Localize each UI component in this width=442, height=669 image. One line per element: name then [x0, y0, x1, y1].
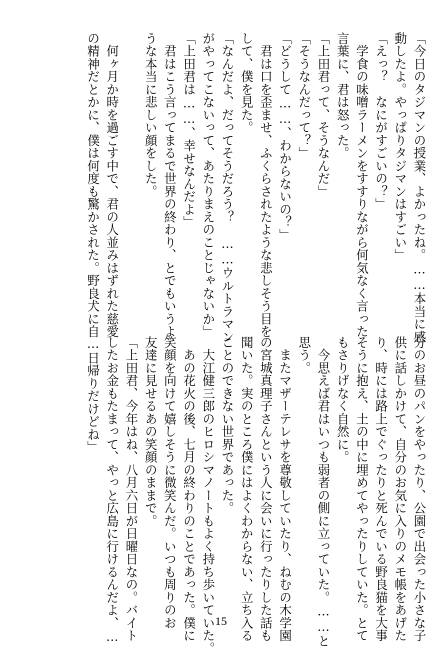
text-block-bottom [83, 336, 429, 655]
text-column: 何ヶ月か時を過ごす中で、君の人並みはずれた慈愛 [104, 32, 120, 338]
text-column: 聞いた。実のところ僕にはよくわからない、立ち入る [239, 336, 255, 642]
text-column: 今思えば君はいつも弱者の側に立っていた。……と [315, 336, 331, 648]
text-column: の宮城真理子さんという人に会いに行ったりした話も [258, 336, 274, 642]
text-column: 思う。 [296, 336, 312, 375]
text-column: 「なんだよ、だってそうだろう？ ……ウルトラマン [219, 32, 235, 344]
text-column: 言葉に、君は怒った。 [335, 32, 351, 160]
text-column: 君はこう言ってまるで世界の終わり、とでもいうよ [162, 32, 178, 338]
text-column: またマザーテレサを尊敬していたり、ねむの木学園 [277, 336, 293, 642]
page-number: 15 [215, 614, 227, 628]
text-column: もさりげなく自然に。 [335, 336, 351, 464]
text-column: 学食の味噌ラーメンをすすりながら何気なく言った [354, 32, 370, 338]
text-column: 「上田君は……、幸せなんだよ」 [181, 32, 197, 229]
text-block-top [83, 32, 429, 344]
text-column: 友達に見せるあの笑顔のままで。 [143, 336, 159, 528]
text-column: 「そうなんだって？」 [296, 32, 312, 160]
text-column: うな本当に悲しい顔をした。 [143, 32, 159, 198]
text-column: 「どうして……、わからないの？」 [277, 32, 293, 242]
text-column: したお金もたまって、やっと広島に行けるんだよ、… [104, 336, 120, 645]
text-column: 供に話しかけて、自分のお気に入りのメモ帳をあげた [392, 336, 408, 642]
text-column: 「今日のタジマンの授業、よかったね。……本当に感 [412, 32, 427, 344]
text-column: 「上田君、今年はね、八月六日が日曜日なの。バイト [123, 336, 139, 642]
text-column: 「えっ？ なにがすごいの？」 [373, 32, 389, 211]
text-column: の精神だとかに、僕は何度も驚かされた。野良犬に自 [85, 32, 101, 338]
text-column: ことのできない世界であった。 [219, 336, 235, 515]
text-column: り、時には路上でぐったりと死んでいる野良猫を大事 [373, 336, 389, 642]
text-column: 笑顔を向けて嬉しそうに微笑んだ。いつも周りのお [162, 336, 178, 630]
text-column: あの花火の後、七月の終わりのことであった。僕に [181, 336, 197, 642]
text-column: …日帰りだけどね」 [85, 336, 101, 454]
text-column: 君は口を歪ませ、ふくらされたような悲しそう目を [258, 32, 274, 338]
text-column [122, 32, 141, 322]
text-column: がやってこないって、あたりまえのことじゃないか」 [200, 32, 216, 338]
text-column: 動したよ。やっぱりタジマンはすごい」 [392, 32, 408, 262]
text-column: 分のお昼のパンをやったり、公園で出会った小さな子 [412, 336, 427, 642]
text-column: そうに抱え、土の中に埋めてやったりしていた。とて [354, 336, 370, 642]
text-column: 大江健三郎のヒロシマノートもよく持ち歩いていた。 [200, 336, 216, 655]
text-column: して、僕を見た。 [239, 32, 255, 134]
text-column: 「上田君って、そうなんだ」 [315, 32, 331, 198]
